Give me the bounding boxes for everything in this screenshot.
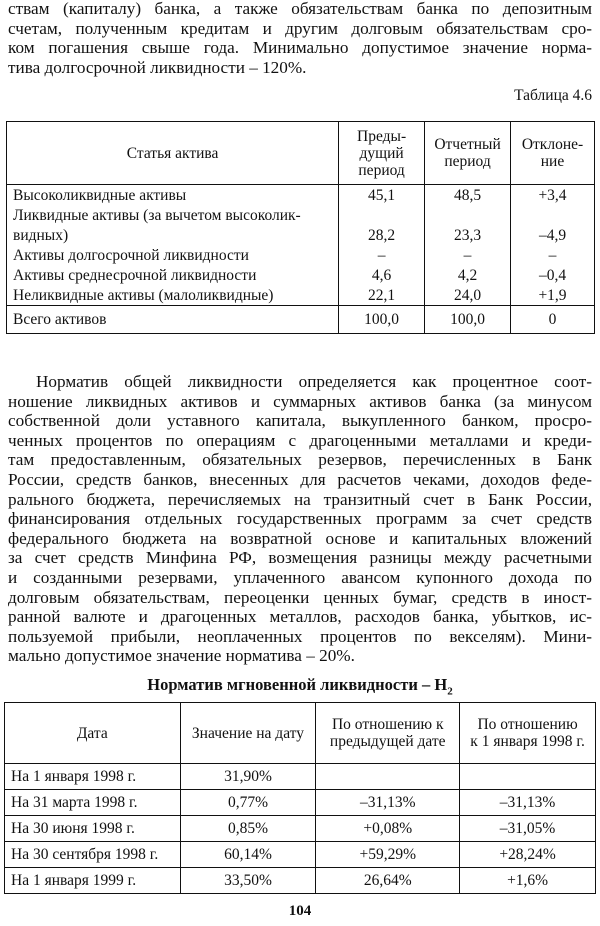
- text-line: долговым обязательствам, переоценки ценных бумаг, средств в иност-: [8, 587, 592, 607]
- table-cell: +3,4: [511, 185, 595, 206]
- table-row: [7, 245, 595, 265]
- text-line: пользуемой прибыли, неоплаченных процентов по векселям). Мини-: [8, 626, 592, 646]
- table-cell: 100,0: [425, 306, 511, 334]
- header-line: Преды-: [357, 127, 407, 145]
- header-line: к 1 января 1998 г.: [470, 733, 585, 750]
- table-cell: [316, 764, 460, 790]
- header-cell: Значение на дату: [180, 703, 316, 764]
- table-cell: [425, 205, 511, 225]
- header-line: период: [444, 153, 491, 170]
- text-line: тива долгосрочной ликвидности – 120%.: [8, 57, 307, 77]
- table-cell: 0,77%: [180, 790, 316, 816]
- table-cell: [339, 205, 425, 225]
- table-row: [5, 868, 596, 894]
- header-line: Отклоне-: [521, 136, 584, 153]
- table-cell: Активы среднесрочной ликвидности: [7, 265, 339, 285]
- text-line: ствам (капиталу) банка, а также обязательствам банка по депозитным: [8, 0, 592, 18]
- table2-title-text: Норматив мгновенной ликвидности – Н: [147, 675, 448, 694]
- text-line: ком погашения свыше года. Минимально допустимое значение норма-: [8, 38, 592, 58]
- table-cell: Высоколиквидные активы: [7, 185, 339, 206]
- table-cell: –: [425, 245, 511, 265]
- table-cell: 33,50%: [180, 868, 316, 894]
- instant-liquidity-table: [4, 702, 596, 894]
- table-cell: –4,9: [511, 225, 595, 245]
- table-row: [5, 842, 596, 868]
- table-cell: 31,90%: [180, 764, 316, 790]
- table-total-row: [7, 306, 595, 334]
- table-cell: На 1 января 1998 г.: [5, 764, 181, 790]
- text-line: ченных процентов по операциям с драгоценными металлами и креди-: [8, 430, 592, 450]
- table-cell: [460, 764, 596, 790]
- table-cell: +1,6%: [460, 868, 596, 894]
- table-cell: Ликвидные активы (за вычетом высоколик-: [7, 205, 339, 225]
- table-cell: На 31 марта 1998 г.: [5, 790, 181, 816]
- table-cell: –31,13%: [460, 790, 596, 816]
- table-cell: 24,0: [425, 285, 511, 306]
- paragraph-general-liquidity: [8, 372, 592, 666]
- table-cell: –31,05%: [460, 816, 596, 842]
- header-cell: [425, 122, 511, 185]
- table-cell: Активы долгосрочной ликвидности: [7, 245, 339, 265]
- table-cell: 60,14%: [180, 842, 316, 868]
- table-caption: Таблица 4.6: [514, 87, 592, 104]
- header-cell: Статья актива: [7, 122, 339, 185]
- table-cell: На 30 сентября 1998 г.: [5, 842, 181, 868]
- table-cell: 23,3: [425, 225, 511, 245]
- table-header-row: [7, 122, 595, 185]
- text-line: Норматив общей ликвидности определяется как процентное соот-: [36, 372, 592, 391]
- table-cell: На 30 июня 1998 г.: [5, 816, 181, 842]
- table2-title-subscript: 2: [447, 685, 453, 698]
- table-cell: +28,24%: [460, 842, 596, 868]
- text-line: федерального бюджета на возвратной основе и капитальных вложений: [8, 528, 592, 548]
- table-row: [7, 225, 595, 245]
- table-cell: Всего активов: [7, 306, 339, 334]
- table-row: [7, 265, 595, 285]
- page-number: 104: [288, 903, 312, 919]
- table-row: [5, 764, 596, 790]
- table-cell: 22,1: [339, 285, 425, 306]
- header-line: По отношению: [477, 716, 578, 733]
- header-cell: Дата: [5, 703, 181, 764]
- table-cell: 0,85%: [180, 816, 316, 842]
- table-cell: 100,0: [339, 306, 425, 334]
- assets-table: [6, 121, 595, 334]
- table-cell: 48,5: [425, 185, 511, 206]
- text-line: и созданными резервами, уплаченного авансом купонного дохода по: [8, 567, 592, 587]
- table-row: [7, 205, 595, 225]
- text-line: рального бюджета, перечисляемых на транзитный счет в Банк России,: [8, 489, 592, 509]
- header-line: период: [358, 161, 405, 179]
- table-cell: –0,4: [511, 265, 595, 285]
- table-cell: 45,1: [339, 185, 425, 206]
- header-line: Отчетный: [434, 136, 501, 153]
- text-line: за счет средств Минфина РФ, возмещения разницы между расчетными: [8, 548, 592, 568]
- text-line: финансирования отдельных государственных программ за счет средств: [8, 509, 592, 529]
- table-row: [7, 285, 595, 306]
- table-cell: –: [511, 245, 595, 265]
- table-cell: [511, 205, 595, 225]
- header-cell: [339, 122, 425, 185]
- table-cell: 26,64%: [316, 868, 460, 894]
- table-cell: Неликвидные активы (малоликвидные): [7, 285, 339, 306]
- header-cell: [460, 703, 596, 764]
- header-cell: [511, 122, 595, 185]
- paragraph-long-term-liquidity: [8, 0, 592, 77]
- table-cell: –31,13%: [316, 790, 460, 816]
- table-cell: На 1 января 1999 г.: [5, 868, 181, 894]
- header-line: предыдущей дате: [329, 733, 446, 750]
- text-line: мально допустимое значение норматива – 20%.: [8, 646, 355, 666]
- table-row: [5, 816, 596, 842]
- table-row: [5, 790, 596, 816]
- table2-title: [0, 675, 600, 697]
- table-row: [7, 185, 595, 206]
- text-line: собственной доли уставного капитала, выкупленного банком, просро-: [8, 411, 592, 431]
- table-header-row: [5, 703, 596, 764]
- header-line: дущий: [359, 144, 404, 162]
- table-cell: +0,08%: [316, 816, 460, 842]
- header-line: ние: [540, 153, 565, 170]
- table-cell: 28,2: [339, 225, 425, 245]
- text-line: ранной валюте и драгоценных металлов, расходов банка, убытков, ис-: [8, 607, 592, 627]
- header-line: По отношению к: [331, 716, 444, 733]
- text-line: там предоставленным, обязательных резервов, перечисленных в Банк: [8, 450, 592, 470]
- table-cell: +1,9: [511, 285, 595, 306]
- header-cell: [316, 703, 460, 764]
- text-line: счетам, полученным кредитам и другим долговым обязательствам сро-: [8, 18, 592, 38]
- table-cell: 4,6: [339, 265, 425, 285]
- text-line: России, средств банков, внесенных для расчетов чеками, доходов феде-: [8, 469, 592, 489]
- table-cell: 4,2: [425, 265, 511, 285]
- text-line: ношение ликвидных активов и суммарных активов банка (за минусом: [8, 391, 592, 411]
- table-cell: –: [339, 245, 425, 265]
- table-cell: +59,29%: [316, 842, 460, 868]
- table-cell: видных): [7, 225, 339, 245]
- table-cell: 0: [511, 306, 595, 334]
